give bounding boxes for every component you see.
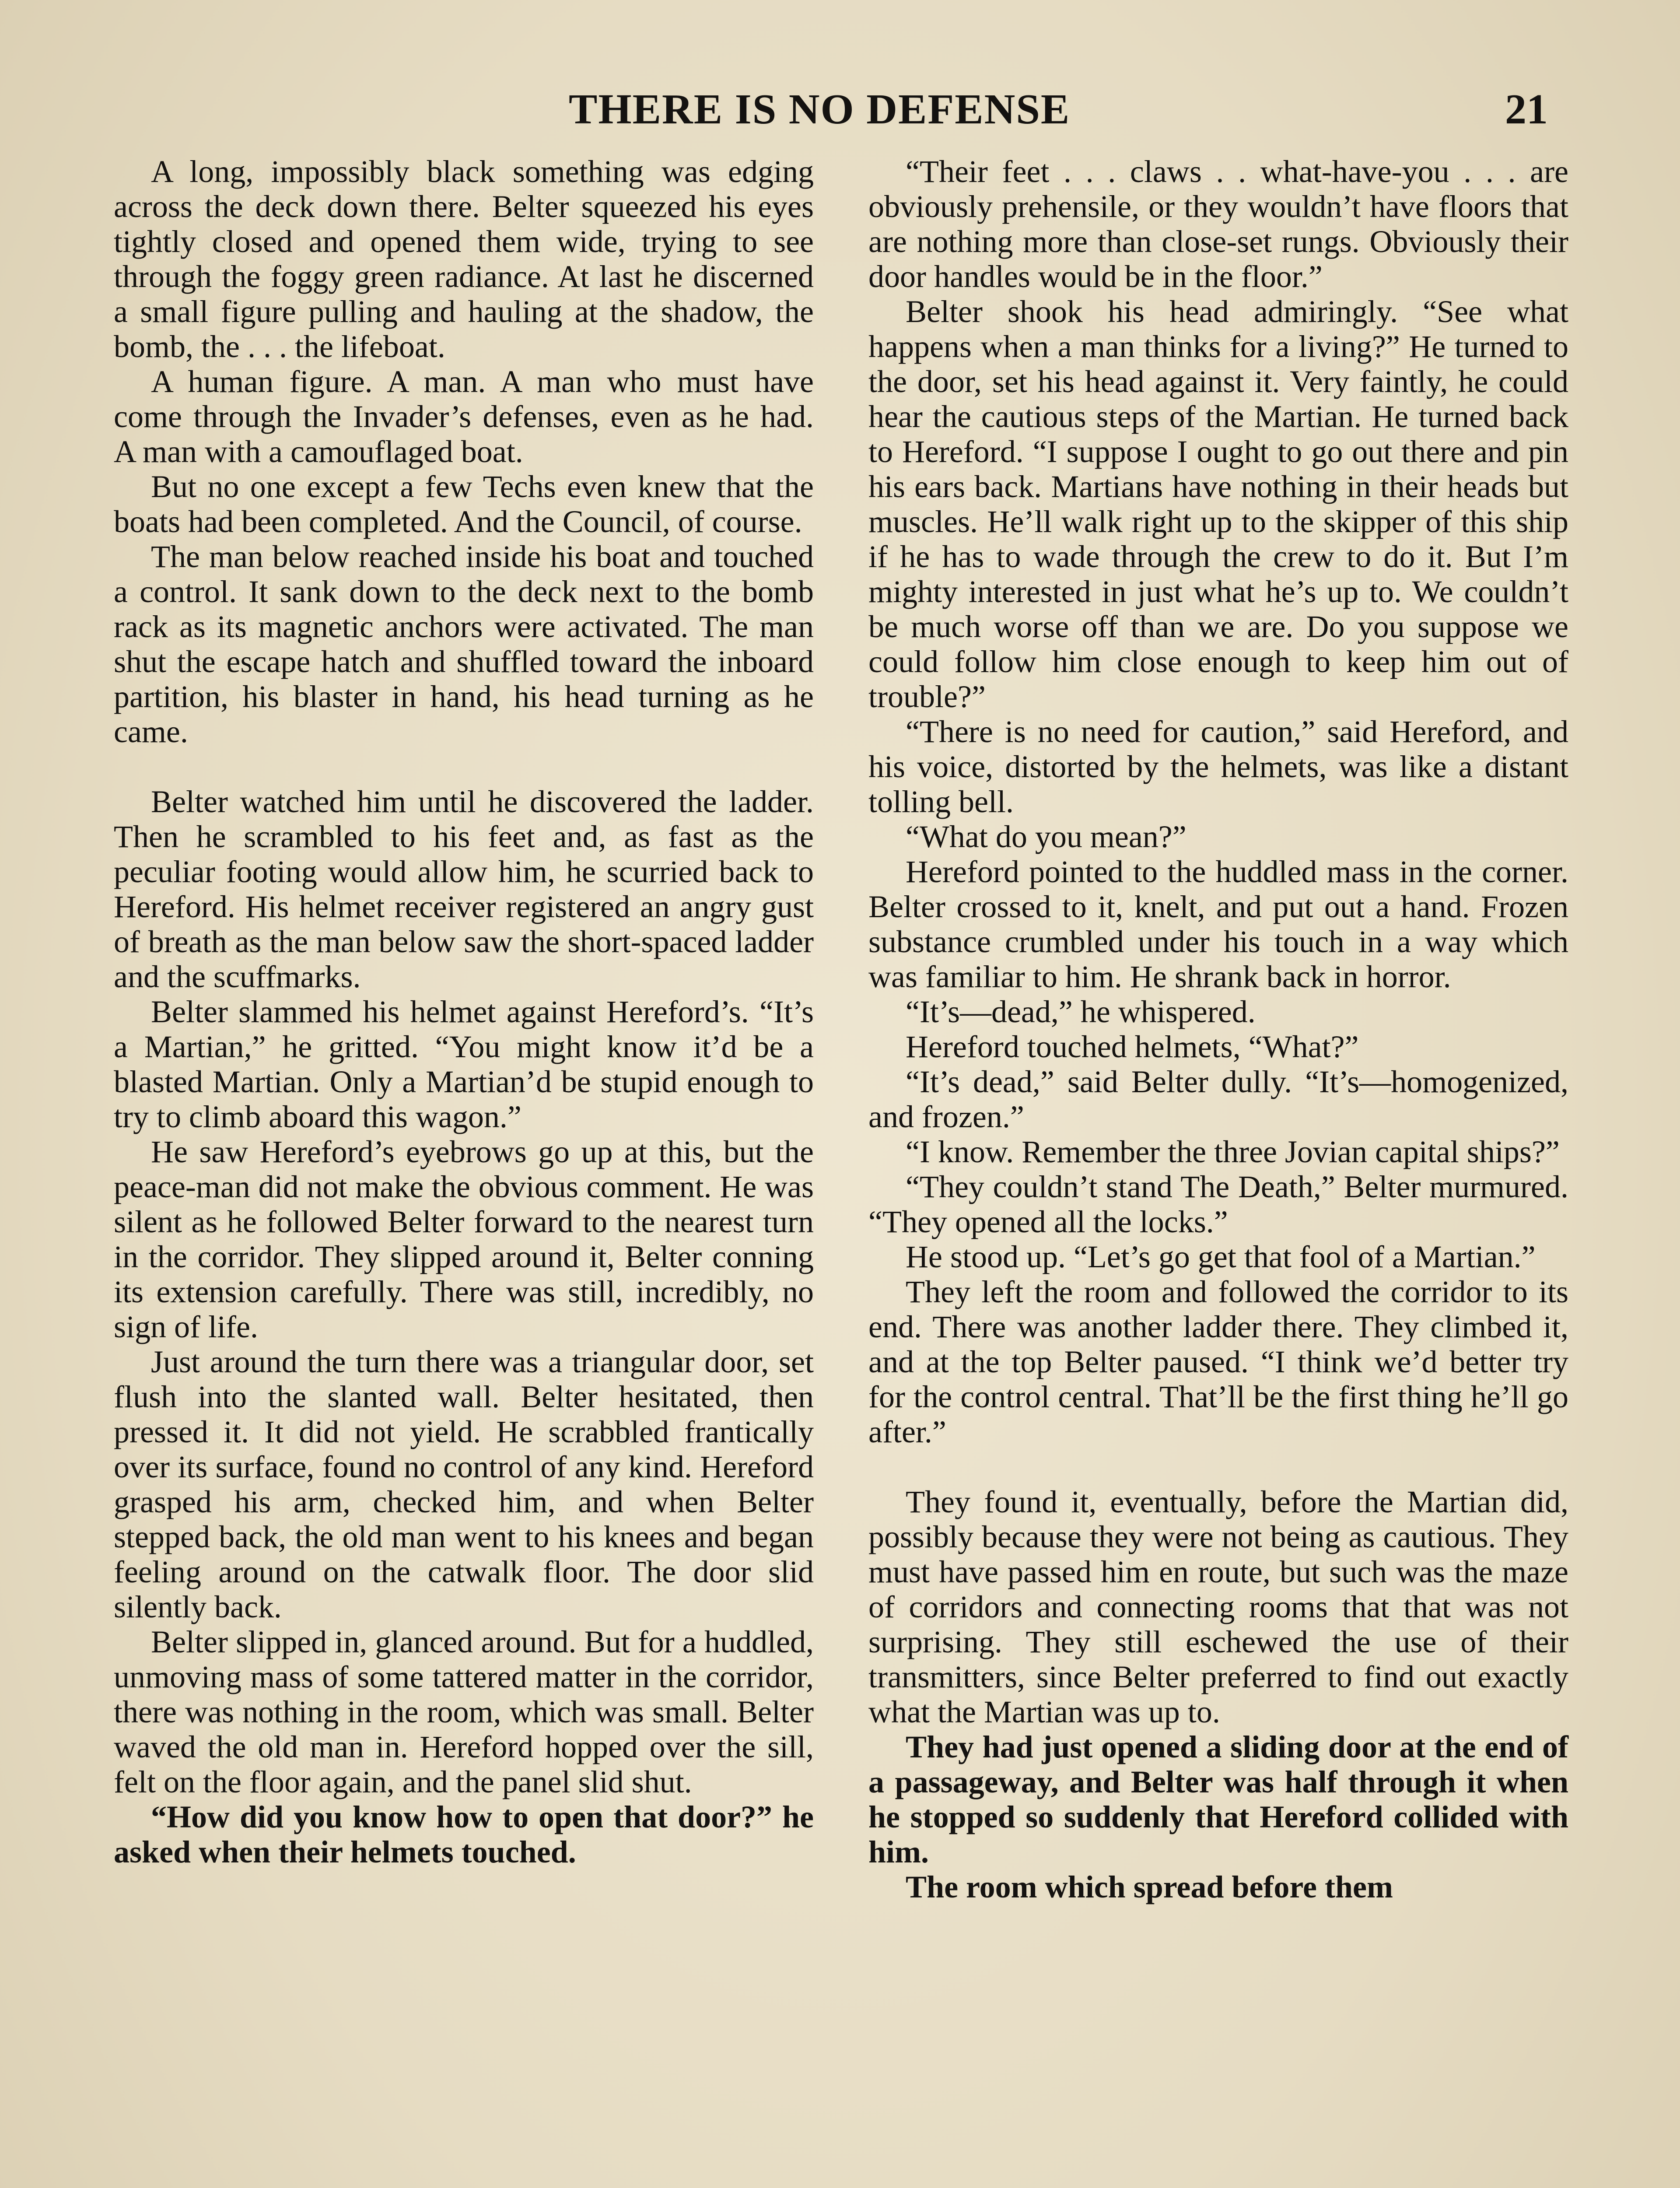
page-header (0, 83, 1680, 136)
paragraph: They had just opened a sliding door at the end of a passageway, and Belter was half through it when he stopped so suddenly that Hereford collided with him. (868, 1729, 1568, 1869)
paragraph: The room which spread before them (906, 1869, 1393, 1904)
paragraph: Belter slammed his helmet against Hereford’s. “It’s a Martian,” he gritted. “You might know it’d be a blasted Martian. Only a Martian’d be stupid enough to try to climb aboard this wagon.” (114, 994, 814, 1134)
paragraph: “There is no need for caution,” said Hereford, and his voice, distorted by the helmets, was like a distant tolling bell. (868, 714, 1568, 819)
paragraph: They left the room and followed the corridor to its end. There was another ladder there. They climbed it, and at the top Belter paused. “I think we’d better try for the control central. That’ll be the first thing he’ll go after.” (868, 1274, 1568, 1449)
paragraph: Just around the turn there was a triangular door, set flush into the slanted wall. Belter hesitated, then pressed it. It did not yield. He scrabbled frantically over its surface, found no control of any kind. Hereford grasped his arm, checked him, and when Belter stepped back, the old man went to his knees and began feeling around on the catwalk floor. The door slid silently back. (114, 1344, 814, 1624)
left-column (114, 154, 814, 1869)
paragraph: Belter slipped in, glanced around. But for a huddled, unmoving mass of some tattered matter in the corridor, there was nothing in the room, which was small. Belter waved the old man in. Hereford hopped over the sill, felt on the floor again, and the panel slid shut. (114, 1624, 814, 1799)
paragraph: He saw Hereford’s eyebrows go up at this, but the peace-man did not make the obvious comment. He was silent as he followed Belter forward to the nearest turn in the corridor. They slipped around it, Belter conning its extension carefully. There was still, incredibly, no sign of life. (114, 1134, 814, 1344)
paragraph: The man below reached inside his boat and touched a control. It sank down to the deck next to the bomb rack as its magnetic anchors were activated. The man shut the escape hatch and shuffled toward the inboard partition, his blaster in hand, his head turning as he came. (114, 539, 814, 749)
page-number: 21 (1505, 86, 1548, 133)
paragraph: A human figure. A man. A man who must have come through the Invader’s defenses, even as he had. A man with a camouflaged boat. (114, 364, 814, 469)
paragraph: He stood up. “Let’s go get that fool of a Martian.” (906, 1239, 1536, 1274)
paragraph: “They couldn’t stand The Death,” Belter murmured. “They opened all the locks.” (868, 1169, 1568, 1239)
right-column (868, 154, 1568, 1904)
paragraph: “It’s—dead,” he whispered. (906, 994, 1256, 1029)
paragraph: Hereford pointed to the huddled mass in the corner. Belter crossed to it, knelt, and put out a hand. Frozen substance crumbled under his touch in a way which was familiar to him. He shrank back in horror. (868, 854, 1568, 994)
paragraph: But no one except a few Techs even knew that the boats had been completed. And the Council, of course. (114, 469, 814, 539)
paragraph: “How did you know how to open that door?” he asked when their helmets touched. (114, 1799, 814, 1869)
paragraph: Belter shook his head admiringly. “See what happens when a man thinks for a living?” He turned to the door, set his head against it. Very faintly, he could hear the cautious steps of the Martian. He turned back to Hereford. “I suppose I ought to go out there and pin his ears back. Martians have nothing in their heads but muscles. He’ll walk right up to the skipper of this ship if he has to wade through the crew to do it. But I’m mighty interested in just what he’s up to. We couldn’t be much worse off than we are. Do you suppose we could follow him close enough to keep him out of trouble?” (868, 294, 1568, 714)
running-title: THERE IS NO DEFENSE (569, 86, 1071, 133)
paragraph: They found it, eventually, before the Martian did, possibly because they were not being as cautious. They must have passed him en route, but such was the maze of corridors and connecting rooms that that was not surprising. They still eschewed the use of their transmitters, since Belter preferred to find out exactly what the Martian was up to. (868, 1484, 1568, 1729)
paragraph: Belter watched him until he discovered the ladder. Then he scrambled to his feet and, as fast as the peculiar footing would allow him, he scurried back to Hereford. His helmet receiver registered an angry gust of breath as the man below saw the short-spaced ladder and the scuffmarks. (114, 784, 814, 994)
paragraph: A long, impossibly black something was edging across the deck down there. Belter squeezed his eyes tightly closed and opened them wide, trying to see through the foggy green radiance. At last he discerned a small figure pulling and hauling at the shadow, the bomb, the . . . the lifeboat. (114, 154, 814, 364)
paragraph: “It’s dead,” said Belter dully. “It’s—homogenized, and frozen.” (868, 1064, 1568, 1134)
paragraph: “Their feet . . . claws . . what-have-you . . . are obviously prehensile, or they wouldn’t have floors that are nothing more than close-set rungs. Obviously their door handles would be in the floor.” (868, 154, 1568, 294)
paragraph: Hereford touched helmets, “What?” (906, 1029, 1359, 1064)
paragraph: “What do you mean?” (906, 819, 1186, 854)
paragraph: “I know. Remember the three Jovian capital ships?” (906, 1134, 1560, 1169)
